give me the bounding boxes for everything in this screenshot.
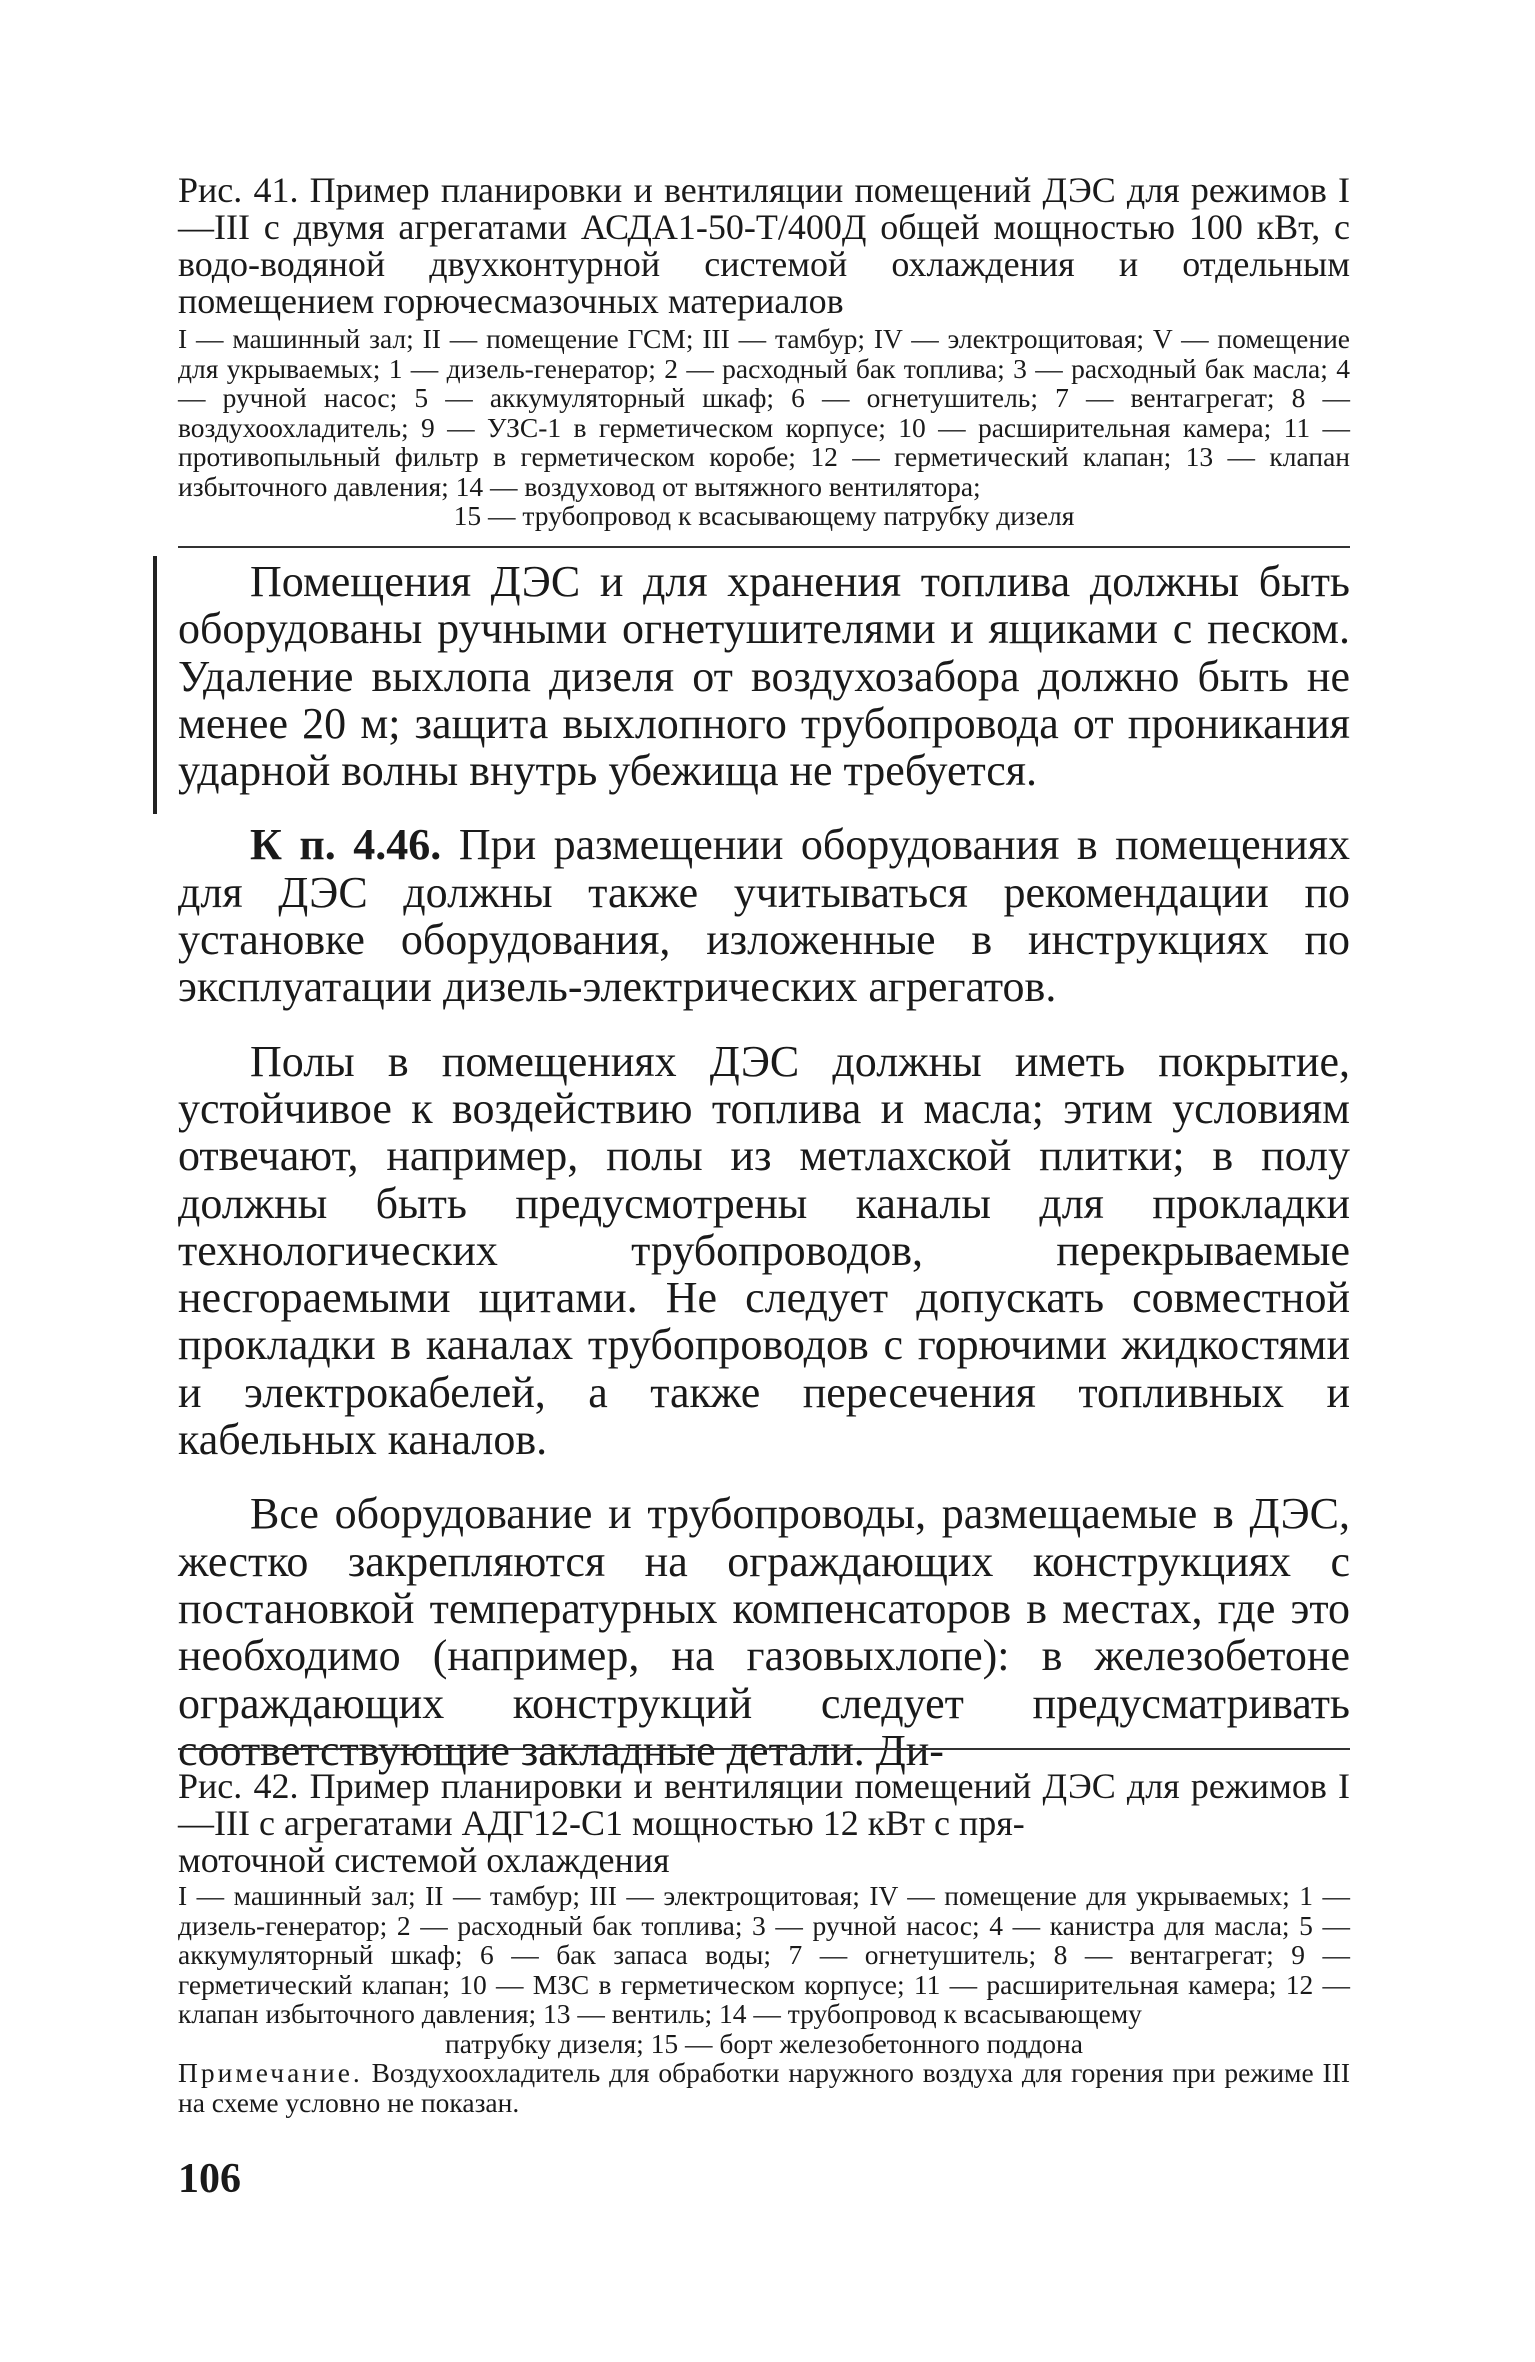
figure-42-caption bbox=[178, 1768, 1350, 2117]
figure-41-legend-text: I — машинный зал; II — помещение ГСМ; III — тамбур; IV — электрощитовая; V — помещение для укрываемых; 1 — дизель-генератор; 2 — расходный бак топлива; 3 — расходный бак масла; 4 — ручной насос; 5 — аккумуляторный шкаф; 6 — огнетушитель; 7 — вентагрегат; 8 — воздухоохладитель; 9 — УЗС-1 в герметическом корпусе; 10 — расширительная камера; 11 — противопыльный фильтр в герметическом коробе; 12 — герметический клапан; 13 — клапан избыточного давления; 14 — воздуховод от вытяжного вентилятора; bbox=[178, 323, 1350, 502]
figure-42-title-text: Рис. 42. Пример планировки и вентиляции помещений ДЭС для режимов I—III с агрегатами АДГ12-С1 мощностью 12 кВт с пря- bbox=[178, 1766, 1350, 1843]
body-text bbox=[178, 558, 1350, 1774]
figure-41-legend-last: 15 — трубопровод к всасывающему патрубку дизеля bbox=[453, 500, 1075, 531]
figure-42-legend-text: I — машинный зал; II — тамбур; III — электрощитовая; IV — помещение для укрываемых; 1 — дизель-генератор; 2 — расходный бак топлива; 3 — ручной насос; 4 — канистра для масла; 5 — аккумуляторный шкаф; 6 — бак запаса воды; 7 — огнетушитель; 8 — вентагрегат; 9 — герметический клапан; 10 — МЗС в герметическом корпусе; 11 — расширительная камера; 12 — клапан избыточного давления; 13 — вентиль; 14 — трубопровод к всасывающему bbox=[178, 1880, 1350, 2029]
figure-42-title bbox=[178, 1768, 1350, 1879]
figure-42-legend bbox=[178, 1881, 1350, 2058]
paragraph-gap bbox=[178, 1011, 1350, 1038]
paragraph-gap bbox=[178, 794, 1350, 821]
caption-divider-top bbox=[178, 546, 1350, 548]
figure-42-note bbox=[178, 2058, 1350, 2117]
margin-change-bar bbox=[153, 556, 157, 814]
figure-42-legend-last: патрубку дизеля; 15 — борт железобетонного поддона bbox=[445, 2027, 1083, 2059]
note-text: Воздухоохладитель для обработки наружного воздуха для горения при режиме III на схеме условно не показан. bbox=[178, 2057, 1350, 2118]
paragraph-gap bbox=[178, 1463, 1350, 1490]
figure-42-title-last: моточной системой охлаждения bbox=[178, 1840, 670, 1880]
paragraph-1: Помещения ДЭС и для хранения топлива должны быть оборудованы ручными огнетушителями и ящиками с песком. Удаление выхлопа дизеля от воздухозабора должно быть не менее 20 м; защита выхлопного трубопровода от проникания ударной волны внутрь убежища не требуется. bbox=[178, 557, 1350, 796]
page-number: 106 bbox=[178, 2156, 241, 2202]
clause-reference: К п. 4.46. bbox=[250, 820, 442, 870]
figure-41-caption bbox=[178, 172, 1350, 531]
paragraph-3: Полы в помещениях ДЭС должны иметь покрытие, устойчивое к воздействию топлива и масла; этим условиям отвечают, например, полы из метлахской плитки; в полу должны быть предусмотрены каналы для прокладки технологических трубопроводов, перекрываемые несгораемыми щитами. Не следует допускать совместной прокладки в каналах трубопроводов с горючими жидкостями и электрокабелей, а также пересечения топливных и кабельных каналов. bbox=[178, 1036, 1350, 1465]
paragraph-2 bbox=[178, 821, 1350, 1010]
note-label: Примечание. bbox=[178, 2057, 363, 2088]
caption-divider-bottom bbox=[178, 1748, 1350, 1750]
figure-41-legend bbox=[178, 324, 1350, 531]
paragraph-4: Все оборудование и трубопроводы, размещаемые в ДЭС, жестко закрепляются на ограждающих конструкциях с постановкой температурных компенсаторов в местах, где это необходимо (например, на газовыхлопе): в железобетоне ограждающих конструкций следует предусматривать соответствующие закладные детали. Ди- bbox=[178, 1489, 1350, 1775]
figure-41-title: Рис. 41. Пример планировки и вентиляции помещений ДЭС для режимов I—III с двумя агрегатами АСДА1-50-Т/400Д общей мощностью 100 кВт, с водо-водяной двухконтурной системой охлаждения и отдельным помещением горючесмазочных материалов bbox=[178, 170, 1350, 321]
paragraph-2-text: При размещении оборудования в помещениях для ДЭС должны также учитываться рекомендации по установке оборудования, изложенные в инструкциях по эксплуатации дизель-электрических агрегатов. bbox=[178, 820, 1350, 1012]
